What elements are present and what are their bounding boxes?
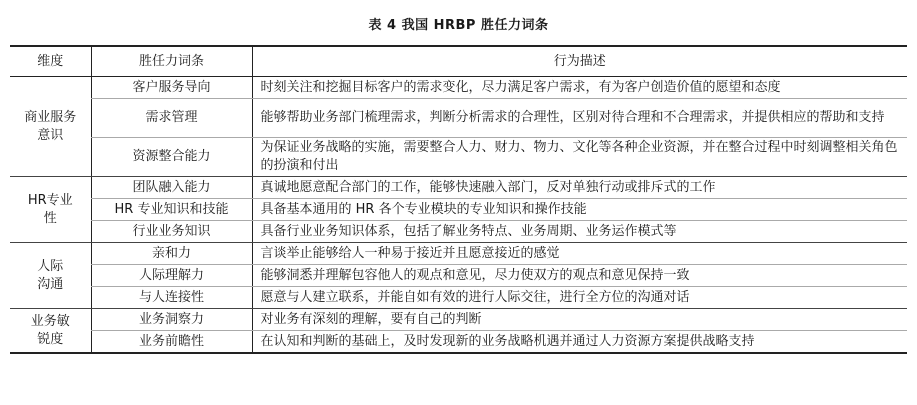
competency-cell: 客户服务导向 [91, 77, 252, 99]
description-cell: 愿意与人建立联系，并能自如有效的进行人际交往，进行全方位的沟通对话 [252, 287, 907, 309]
description-cell: 真诚地愿意配合部门的工作，能够快速融入部门，反对单独行动或排斥式的工作 [252, 177, 907, 199]
header-competency: 胜任力词条 [91, 46, 252, 77]
competency-cell: 人际理解力 [91, 265, 252, 287]
table-row [10, 221, 907, 243]
dimension-cell: HR专业性 [10, 177, 91, 243]
description-cell: 为保证业务战略的实施，需要整合人力、财力、物力、文化等各种企业资源，并在整合过程中时刻调整相关角色的扮演和付出 [252, 138, 907, 177]
header-dimension: 维度 [10, 46, 91, 77]
table-row [10, 99, 907, 138]
competency-cell: 需求管理 [91, 99, 252, 138]
description-cell: 在认知和判断的基础上，及时发现新的业务战略机遇并通过人力资源方案提供战略支持 [252, 331, 907, 354]
header-row [10, 46, 907, 77]
description-cell: 时刻关注和挖掘目标客户的需求变化，尽力满足客户需求，有为客户创造价值的愿望和态度 [252, 77, 907, 99]
competency-cell: 业务前瞻性 [91, 331, 252, 354]
dimension-cell: 人际沟通 [10, 243, 91, 309]
competency-cell: 业务洞察力 [91, 309, 252, 331]
table-row [10, 177, 907, 199]
description-cell: 能够帮助业务部门梳理需求，判断分析需求的合理性，区别对待合理和不合理需求，并提供相应的帮助和支持 [252, 99, 907, 138]
table-row [10, 138, 907, 177]
dimension-cell: 商业服务意识 [10, 77, 91, 177]
competency-cell: 与人连接性 [91, 287, 252, 309]
table-row [10, 243, 907, 265]
table-row [10, 77, 907, 99]
table-row [10, 309, 907, 331]
table-row [10, 199, 907, 221]
competency-table [10, 45, 907, 354]
description-cell: 具备行业业务知识体系，包括了解业务特点、业务周期、业务运作模式等 [252, 221, 907, 243]
competency-cell: HR 专业知识和技能 [91, 199, 252, 221]
competency-cell: 行业业务知识 [91, 221, 252, 243]
header-description: 行为描述 [252, 46, 907, 77]
competency-cell: 亲和力 [91, 243, 252, 265]
table-title: 表 4 我国 HRBP 胜任力词条 [368, 18, 549, 33]
competency-cell: 资源整合能力 [91, 138, 252, 177]
description-cell: 言谈举止能够给人一种易于接近并且愿意接近的感觉 [252, 243, 907, 265]
competency-cell: 团队融入能力 [91, 177, 252, 199]
description-cell: 对业务有深刻的理解，要有自己的判断 [252, 309, 907, 331]
description-cell: 能够洞悉并理解包容他人的观点和意见，尽力使双方的观点和意见保持一致 [252, 265, 907, 287]
description-cell: 具备基本通用的 HR 各个专业模块的专业知识和操作技能 [252, 199, 907, 221]
dimension-cell: 业务敏锐度 [10, 309, 91, 354]
table-row [10, 331, 907, 354]
table-row [10, 265, 907, 287]
table-row [10, 287, 907, 309]
